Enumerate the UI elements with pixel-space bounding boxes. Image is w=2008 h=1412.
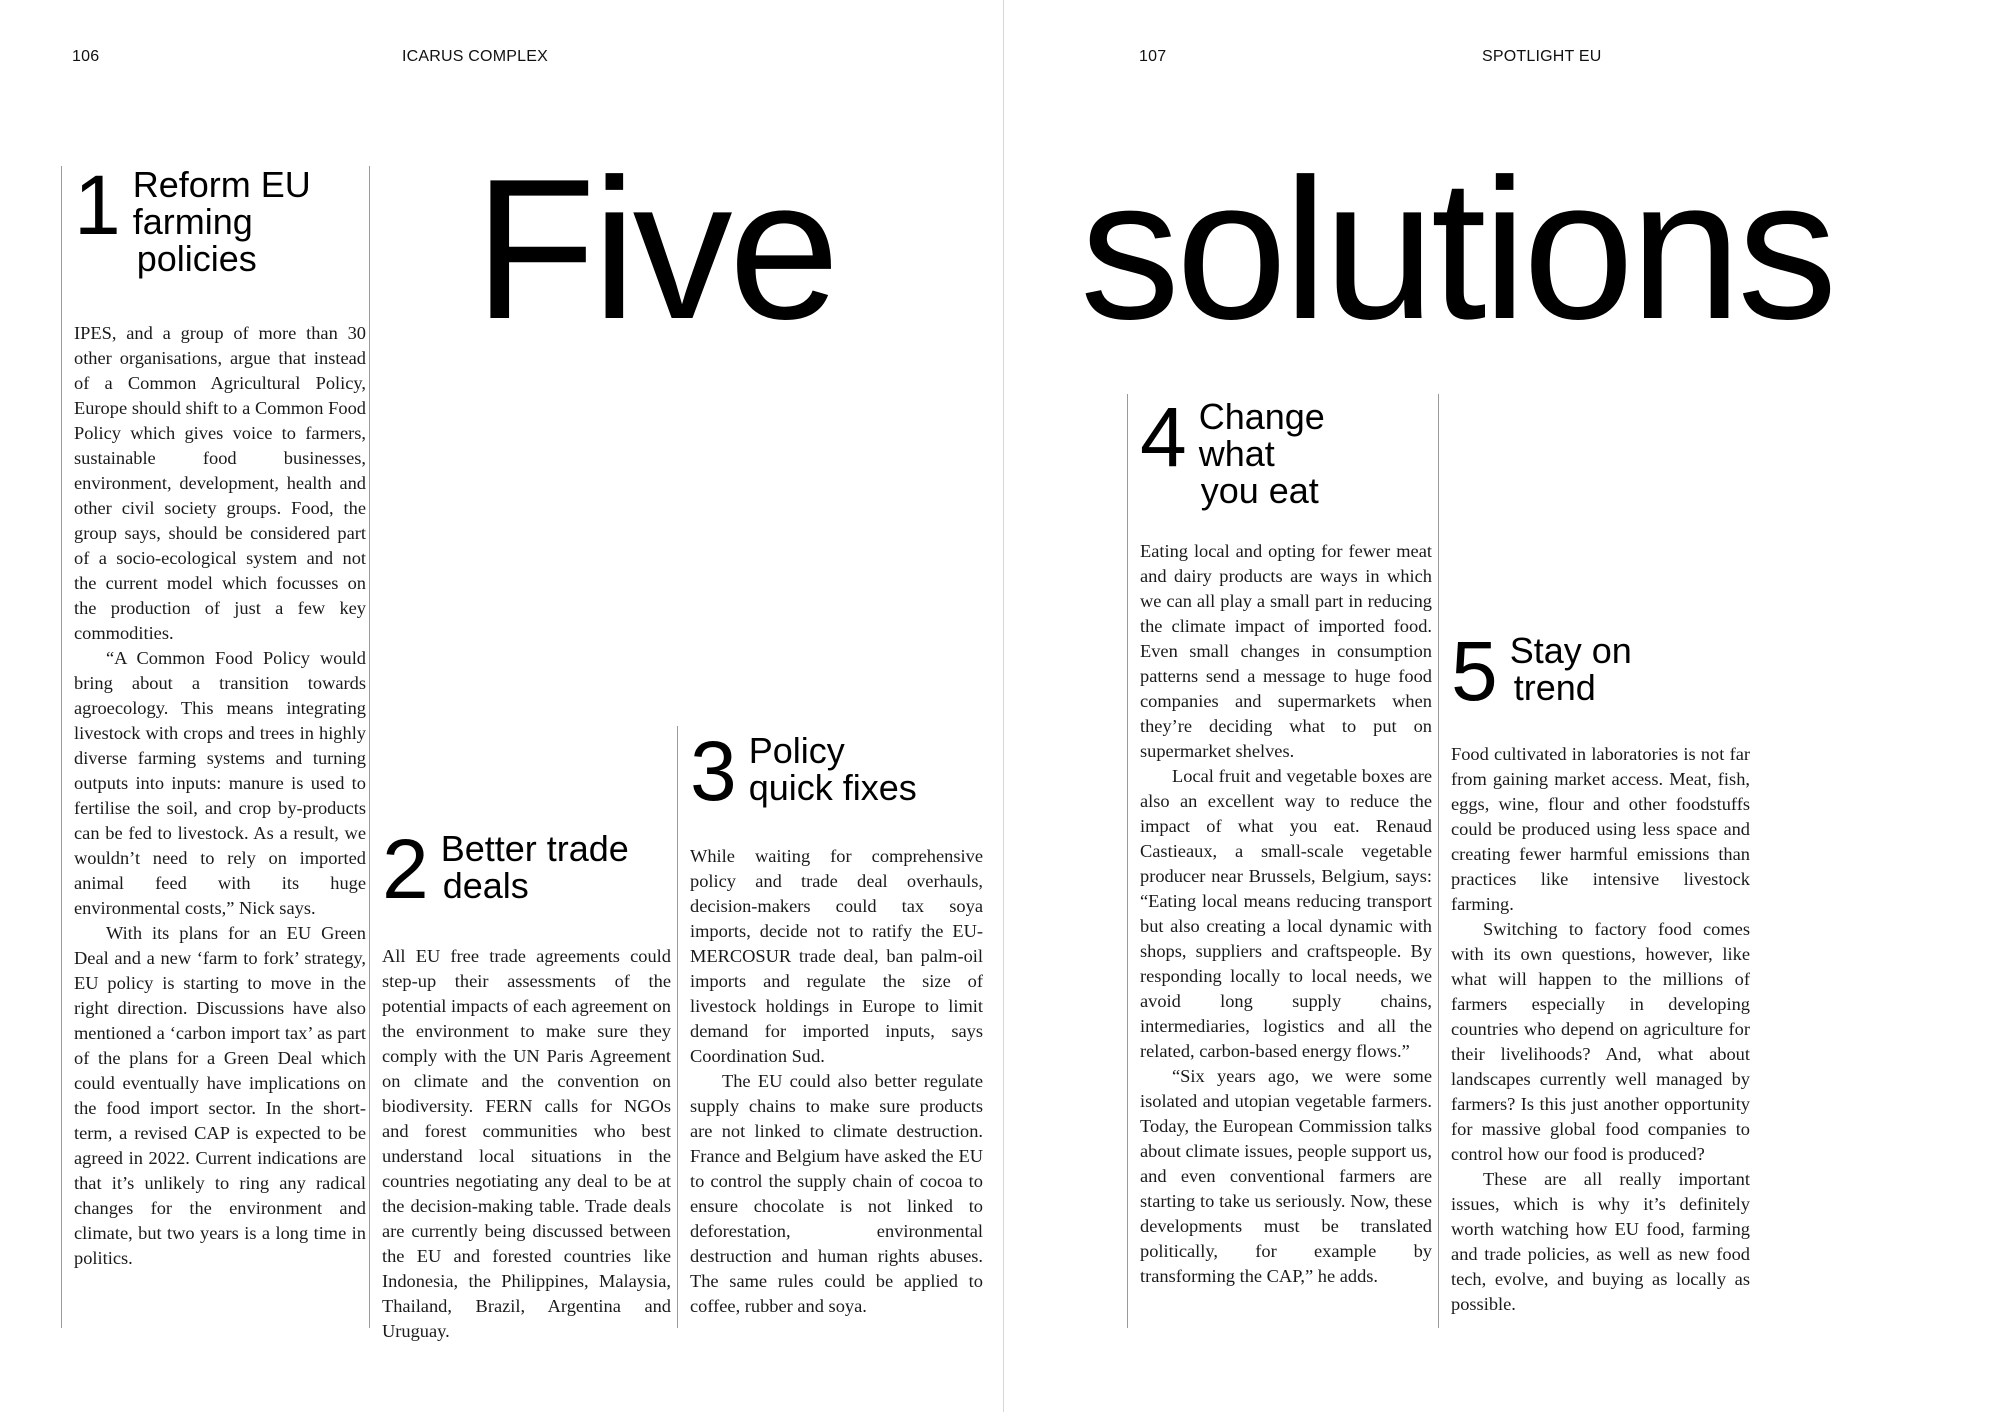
paragraph: All EU free trade agreements could step-up their assessments of the potential impacts of each agreement on the environment to make sure they comply with the UN Paris Agreement on climate and the convention on biodiversity. FERN calls for NGOs and forest communities who best understand local situations in the countries negotiating any deal to be at the decision-making table. Trade deals are currently being discussed between the EU and forested countries like Indonesia, the Philippines, Malaysia, Thailand, Brazil, Argentina and Uruguay. — [382, 945, 671, 1341]
section-1-body — [74, 321, 366, 1271]
section-2-number: 2 — [382, 822, 429, 916]
section-4-heading-line: what — [1198, 433, 1275, 474]
section-5-body — [1451, 742, 1750, 1317]
running-title-right: SPOTLIGHT EU — [1482, 48, 1602, 65]
section-1 — [61, 158, 372, 1328]
running-title-left: ICARUS COMPLEX — [402, 48, 548, 65]
section-5-heading-line: trend — [1513, 667, 1596, 708]
section-5-heading — [1451, 624, 1750, 718]
paragraph: “Six years ago, we were some isolated and utopian vegetable farmers. Today, the European Commission talks about climate issues, people support us, and even conventional farmers are starting to take us seriously. Now, these developments must be translated politically, for example by transforming the CAP,” he adds. — [1140, 1066, 1432, 1286]
paragraph: IPES, and a group of more than 30 other organisations, argue that instead of a Common Agricultural Policy, Europe should shift to a Common Food Policy which gives voice to farmers, sustainable food businesses, environment, development, health and other civil society groups. Food, the group says, should be considered part of a socio-ecological system and not the current model which focusses on the production of just a few key commodities. — [74, 323, 366, 643]
page-number-left: 106 — [72, 48, 100, 65]
paragraph: With its plans for an EU Green Deal and a new ‘farm to fork’ strategy, EU policy is starting to move in the right direction. Discussions have also mentioned a ‘carbon import tax’ as part of the plans for a Green Deal which could eventually have implications on the food import sector. In the short-term, a revised CAP is expected to be agreed in 2022. Current indications are that it’s unlikely to ring any radical changes for the environment and climate, but two years is a long time in politics. — [74, 923, 366, 1268]
section-1-heading-line: Reform EU — [132, 164, 311, 205]
section-3-heading-line: quick fixes — [748, 767, 917, 808]
section-2-heading — [382, 822, 671, 916]
section-4-body — [1140, 539, 1432, 1289]
section-3 — [677, 726, 989, 1328]
section-1-heading-line: policies — [136, 238, 257, 279]
paragraph: “A Common Food Policy would bring about a transition towards agroecology. This means integrating livestock with crops and trees in highly diverse farming systems and turning outputs into inputs: manure is used to fertilise the soil, and crop by-products can be fed to livestock. As a result, we wouldn’t need to rely on imported animal feed with its huge environmental costs,” Nick says. — [74, 648, 366, 918]
paragraph: Switching to factory food comes with its own questions, however, like what will happen to the millions of farmers especially in developing countries who depend on agriculture for their livelihoods? And, what about landscapes currently well managed by farmers? Is this just another opportunity for massive global food companies to control how our food is produced? — [1451, 918, 1750, 1164]
section-5 — [1438, 394, 1756, 1328]
section-2-body — [382, 944, 671, 1344]
section-1-heading-line: farming — [132, 201, 253, 242]
section-4 — [1127, 390, 1438, 1328]
page-number-right: 107 — [1139, 48, 1167, 65]
paragraph: Local fruit and vegetable boxes are also an excellent way to reduce the impact of what you eat. Renaud Castieaux, a small-scale vegetable producer near Brussels, Belgium, says: “Eating local means reducing transport but also creating a local dynamic with shops, suppliers and craftspeople. By responding locally to local needs, we avoid long supply chains, intermediaries, logistics and all the related, carbon-based energy flows.” — [1140, 766, 1432, 1061]
section-5-number: 5 — [1451, 624, 1498, 718]
section-3-heading-line: Policy — [748, 730, 845, 771]
paragraph: Food cultivated in laboratories is not far from gaining market access. Meat, fish, eggs, wine, flour and other foodstuffs could be produced using less space and creating fewer harmful emissions than practices like intensive livestock farming. — [1451, 743, 1750, 914]
paragraph: While waiting for comprehensive policy and trade deal overhauls, decision-makers could tax soya imports, decide not to ratify the EU-MERCOSUR trade deal, ban palm-oil imports and regulate the size of livestock holdings in Europe to limit demand for imported inputs, says Coordination Sud. — [690, 845, 983, 1066]
paragraph: Eating local and opting for fewer meat and dairy products are ways in which we can all play a small part in reducing the climate impact of imported food. Even small changes in consumption patterns send a message to huge food companies and supermarkets when they’re deciding what to put on supermarket shelves. — [1140, 541, 1432, 761]
section-4-number: 4 — [1140, 390, 1187, 484]
section-3-body — [690, 844, 983, 1319]
section-4-heading — [1140, 390, 1432, 511]
section-3-heading — [690, 724, 983, 818]
paragraph: The EU could also better regulate supply chains to make sure products are not linked to climate destruction. France and Belgium have asked the EU to control the supply chain of cocoa to ensure chocolate is not linked to deforestation, environmental destruction and human rights abuses. The same rules could be applied to coffee, rubber and soya. — [690, 1070, 983, 1316]
section-2-heading-line: deals — [442, 865, 529, 906]
section-4-heading-line: Change — [1198, 396, 1325, 437]
section-2-heading-line: Better trade — [440, 828, 629, 869]
section-3-number: 3 — [690, 724, 737, 818]
section-1-number: 1 — [74, 158, 121, 252]
paragraph: These are all really important issues, which is why it’s definitely worth watching how EU food, farming and trade policies, as well as new food tech, evolve, and buying as locally as possible. — [1451, 1168, 1750, 1314]
section-2 — [369, 166, 677, 1341]
section-5-heading-line: Stay on — [1509, 630, 1632, 671]
section-4-heading-line: you eat — [1200, 470, 1319, 511]
title-word-five: Five — [474, 138, 836, 361]
title-word-solutions: solutions — [1080, 138, 1834, 361]
section-1-heading — [74, 158, 366, 279]
right-page — [1004, 0, 2008, 1412]
